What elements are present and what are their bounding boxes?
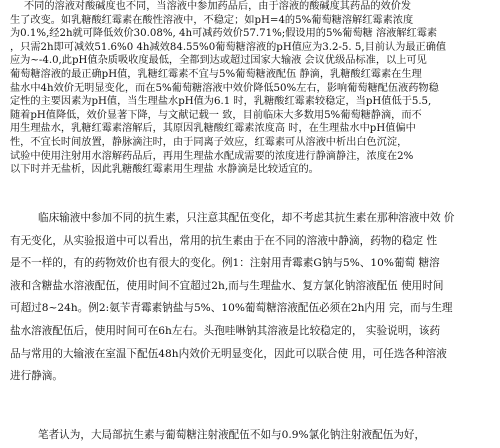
- text-line: 进行静滴。: [10, 370, 63, 383]
- text-line: 生了改变。如乳糖酸红霉素在酸性溶液中，不稳定；如pH=4的5%葡萄糖溶解红霉素浓度: [10, 14, 414, 26]
- text-line: 是不一样的，有的药物效价也有很大的变化。例1：注射用青霉素G钠与5%、10%葡萄 糖溶: [10, 257, 440, 270]
- text-line: 盐水中4h效价无明显变化，而在5%葡萄糖溶液中效价降低50%左右，影响葡萄糖配伍液药物稳: [10, 82, 439, 94]
- text-line: 定性的主要因素为pH值，当生理盐水pH值为6.1 时，乳糖酸红霉素较稳定，当pH值低于5.5,: [10, 96, 432, 108]
- paragraph-author-opinion: [10, 424, 490, 446]
- text-line: 试验中使用注射用水溶解药品后，再用生理盐水配成需要的浓度进行静滴静注，浓度在2%: [10, 150, 414, 162]
- text-line: ，只需2h即可减效51.6%0 4h减效84.55%0葡萄糖溶液的pH值应为3.2-5. 5,目前认为最正确值: [10, 41, 447, 53]
- text-line: 用生理盐水，乳糖红霉素溶解后，其原因乳糖酸红霉素浓度高 时，在生理盐水中pH值偏中: [10, 123, 416, 135]
- paragraph-antibiotic-stability: [10, 207, 490, 388]
- text-line: 葡萄糖溶液的最正确pH值，乳糖红霉素不宜与5%葡萄糖液配伍 静滴，乳糖酸红霉素在生理: [10, 68, 422, 80]
- text-line: 有无变化，从实验报道中可以看出，常用的抗生素由于在不同的溶液中静滴，药物的稳定 性: [10, 234, 438, 247]
- text-line: 可超过8~24h。例2:氨苄青霉素钠盐与5%、10%葡萄糖溶液配伍必须在2h内用 完，而与生理: [10, 302, 453, 315]
- text-line: 品与常用的大输液在室温下配伍48h内效价无明显变化，因此可以联合使 用，可任选各种溶液: [10, 347, 447, 360]
- text-line: 为0.1%,经2h就可降低效价30.08%, 4h可减药效价57.71%;假设用的5%葡萄糖 溶液解红霉素: [10, 28, 438, 40]
- text-line: 随着pH值降低，效价显著下降，与文献记载一 致，目前临床大多数用5%葡萄糖静滴，而不: [10, 109, 422, 121]
- text-line: 性，不宜长时间放置，静脉滴注时，由于同离子效应，红霉素可从溶液中析出白色沉淀，: [10, 136, 408, 148]
- paragraph-erythromycin-ph: [10, 0, 490, 177]
- text-line: 不同的溶液对酸碱度也不同，当溶液中参加药品后，由于溶液的酸碱度其药品的效价发: [24, 1, 412, 12]
- text-line: 笔者认为，大局部抗生素与葡萄糖注射液配伍不如与0.9%氯化钠注射液配伍为好，: [38, 429, 426, 441]
- text-line: 盐水溶液配伍后，使用时间可在6h左右。头孢哇啉钠其溶液是比较稳定的， 实验说明，该药: [10, 324, 441, 337]
- text-line: 应为~-4.0,此pH值杂质吸收度最低，全都到达或超过国家大输液 会议优级品标准，以上可见: [10, 55, 427, 67]
- text-line: 临床输液中参加不同的抗生素，只注意其配伍变化，却不考虑其抗生素在那种溶液中效 价: [38, 212, 455, 224]
- text-line: 液和含糖盐水溶液配伍，使用时间不宜超过2h,而与生理盐水、复方氯化钠溶液配伍 使用时间: [10, 279, 444, 292]
- text-line: 以下时并无盐析，因此乳糖酸红霉素用生理盐 水静滴是比较适宜的。: [10, 164, 319, 176]
